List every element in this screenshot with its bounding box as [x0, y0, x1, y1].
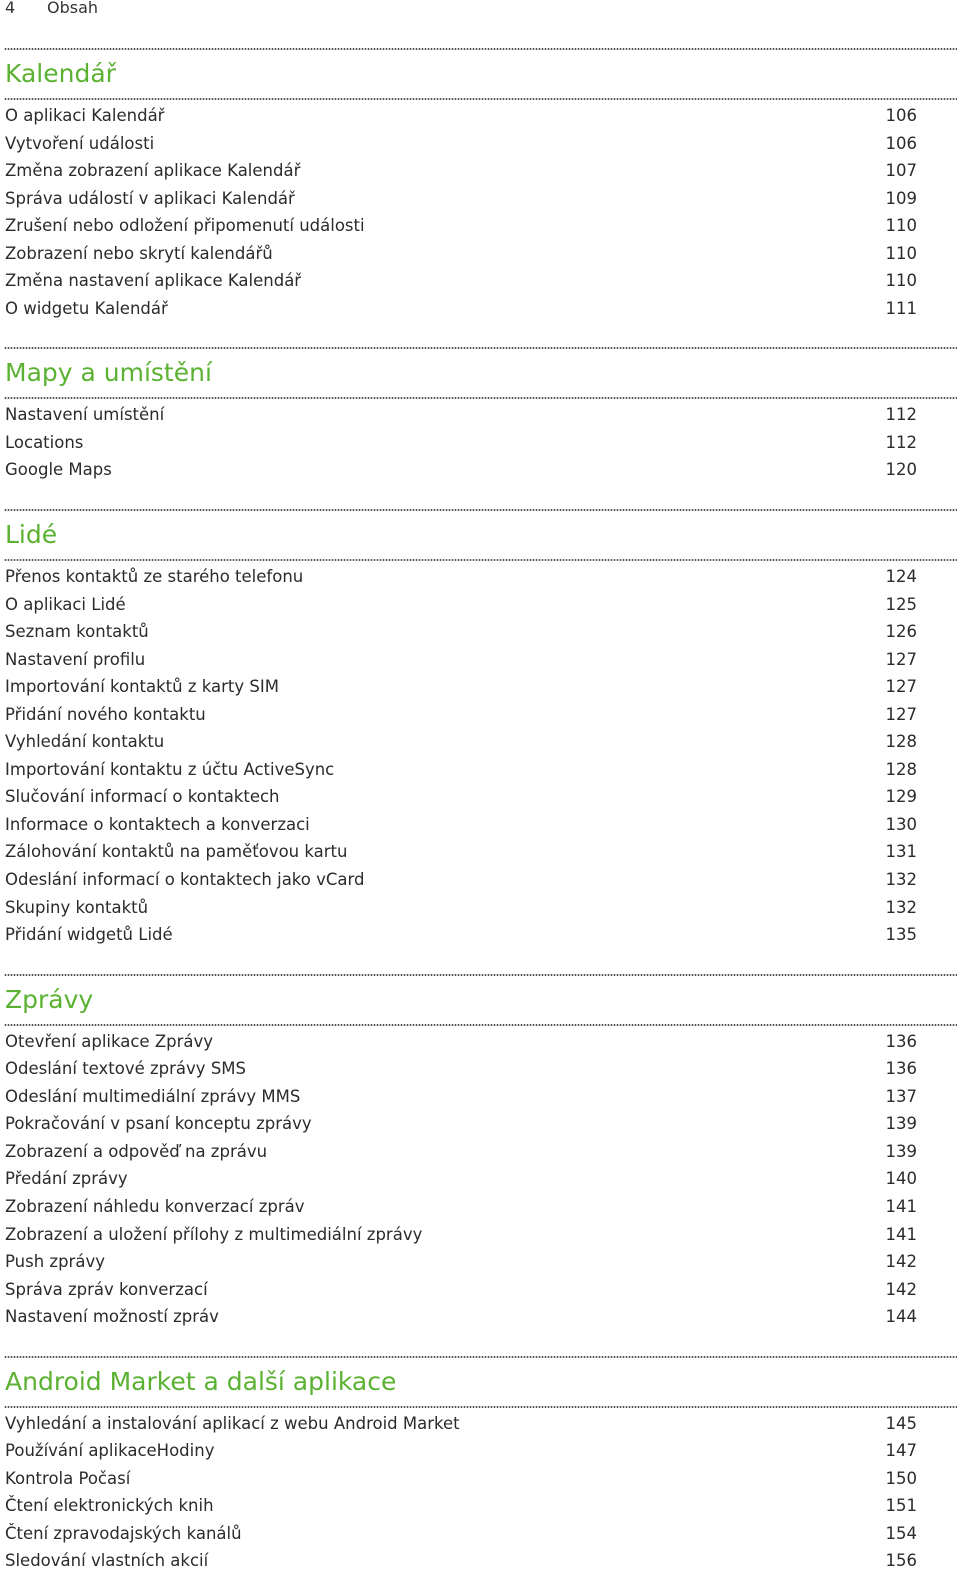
- toc-entry[interactable]: [0, 1083, 960, 1111]
- dotted-divider: [4, 559, 957, 561]
- toc-entry-page-number: 156: [885, 1551, 917, 1571]
- toc-entry-page-number: 135: [885, 925, 917, 945]
- toc-entry-page-number: 131: [885, 842, 917, 862]
- toc-entry-label: Zobrazení a uložení přílohy z multimediální zprávy: [5, 1224, 423, 1244]
- toc-entry[interactable]: [0, 728, 960, 756]
- toc-entry[interactable]: [0, 1248, 960, 1276]
- toc-entry-page-number: 150: [885, 1468, 917, 1488]
- toc-entry[interactable]: [0, 1193, 960, 1221]
- toc-section: [0, 1356, 960, 1575]
- toc-entry-page-number: 106: [885, 133, 917, 153]
- toc-entry[interactable]: [0, 1492, 960, 1520]
- toc-entry-label: Vytvoření události: [5, 133, 155, 153]
- toc-entry-label: Zálohování kontaktů na paměťovou kartu: [5, 842, 348, 862]
- toc-entry[interactable]: [0, 1055, 960, 1083]
- toc-entry-page-number: 142: [885, 1252, 917, 1272]
- section-spacer: [0, 1331, 960, 1356]
- toc-entry-page-number: 106: [885, 106, 917, 125]
- section-spacer: [0, 949, 960, 974]
- toc-entry-page-number: 110: [885, 271, 917, 291]
- toc-entry-label: Změna zobrazení aplikace Kalendář: [5, 161, 301, 181]
- dotted-divider: [4, 397, 957, 399]
- toc-entry-label: Importování kontaktu z účtu ActiveSync: [5, 759, 335, 779]
- toc-entry-label: Vyhledání kontaktu: [5, 732, 165, 752]
- toc-entry[interactable]: [0, 1276, 960, 1304]
- toc-entry[interactable]: [0, 921, 960, 949]
- toc-entry-label: Kontrola Počasí: [5, 1468, 131, 1488]
- toc-entry-page-number: 141: [885, 1196, 917, 1216]
- toc-entry[interactable]: [0, 894, 960, 922]
- toc-entry-label: Správa zpráv konverzací: [5, 1279, 208, 1299]
- section-title[interactable]: Lidé: [5, 520, 58, 550]
- toc-entry-label: Nastavení profilu: [5, 649, 146, 669]
- toc-entry[interactable]: [0, 212, 960, 240]
- toc-section: [0, 347, 960, 484]
- toc-entry[interactable]: [0, 1520, 960, 1548]
- dotted-divider: [4, 98, 957, 100]
- toc-entry-page-number: 142: [885, 1279, 917, 1299]
- toc-entry[interactable]: [0, 429, 960, 457]
- toc-entry[interactable]: [0, 157, 960, 185]
- toc-entry[interactable]: [0, 811, 960, 839]
- toc-entry-label: Správa událostí v aplikaci Kalendář: [5, 188, 295, 208]
- toc-entry-page-number: 124: [885, 567, 917, 587]
- toc-entry-page-number: 111: [885, 298, 917, 318]
- toc-entry-label: Přenos kontaktů ze starého telefonu: [5, 567, 304, 587]
- toc-entry[interactable]: [0, 563, 960, 591]
- toc-entry[interactable]: [0, 673, 960, 701]
- toc-entry-page-number: 139: [885, 1141, 917, 1161]
- section-title[interactable]: Kalendář: [5, 59, 116, 88]
- toc-entry-label: Importování kontaktů z karty SIM: [5, 677, 279, 697]
- toc-entry[interactable]: [0, 1165, 960, 1193]
- toc-entry[interactable]: [0, 1547, 960, 1575]
- toc-entry-page-number: 107: [885, 161, 917, 181]
- toc-entry-label: Nastavení možností zpráv: [5, 1307, 219, 1327]
- dotted-divider: [4, 1024, 957, 1026]
- toc-entry[interactable]: [0, 838, 960, 866]
- section-spacer: [0, 484, 960, 509]
- toc-section: [0, 509, 960, 949]
- toc-entry-page-number: 130: [885, 814, 917, 834]
- section-title[interactable]: Zprávy: [5, 984, 94, 1014]
- toc-entry-label: Nastavení umístění: [5, 405, 165, 425]
- toc-entry-page-number: 137: [885, 1086, 917, 1106]
- toc-entry-label: Zobrazení a odpověď na zprávu: [5, 1141, 268, 1161]
- toc-entry-label: O aplikaci Kalendář: [5, 106, 165, 125]
- toc-entry-label: Předání zprávy: [5, 1169, 128, 1189]
- toc-entry[interactable]: [0, 1465, 960, 1493]
- toc-entry[interactable]: [0, 1221, 960, 1249]
- toc-entry-label: Pokračování v psaní konceptu zprávy: [5, 1114, 312, 1134]
- toc-entry[interactable]: [0, 130, 960, 158]
- dotted-divider: [4, 1406, 957, 1408]
- toc-entry-label: Push zprávy: [5, 1252, 105, 1272]
- toc-entry-page-number: 109: [885, 188, 917, 208]
- toc-entry-label: Používání aplikaceHodiny: [5, 1441, 215, 1461]
- toc-entry-label: Přidání nového kontaktu: [5, 704, 206, 724]
- toc-entry-label: Google Maps: [5, 460, 112, 480]
- toc-entry[interactable]: [0, 1303, 960, 1331]
- toc-entry[interactable]: [0, 295, 960, 323]
- toc-entry-page-number: 110: [885, 243, 917, 263]
- toc-entry[interactable]: [0, 618, 960, 646]
- section-title[interactable]: Android Market a další aplikace: [5, 1366, 397, 1396]
- toc-entry-page-number: 112: [885, 405, 917, 425]
- toc-entry[interactable]: [0, 756, 960, 784]
- toc-entry-label: Přidání widgetů Lidé: [5, 925, 173, 945]
- toc-entry-page-number: 128: [885, 759, 917, 779]
- toc-entry-page-number: 127: [885, 649, 917, 669]
- toc-entry-page-number: 126: [885, 622, 917, 642]
- toc-entry-page-number: 112: [885, 432, 917, 452]
- toc-section: [0, 974, 960, 1331]
- toc-entry[interactable]: [0, 1110, 960, 1138]
- toc-entry-label: Odeslání informací o kontaktech jako vCard: [5, 870, 365, 890]
- toc-entry-label: Čtení elektronických knih: [5, 1496, 214, 1516]
- toc-entry-page-number: 125: [885, 594, 917, 614]
- toc-entry-page-number: 136: [885, 1031, 917, 1051]
- toc-entry-page-number: 120: [885, 460, 917, 480]
- toc-entry-page-number: 139: [885, 1114, 917, 1134]
- toc-entry[interactable]: [0, 401, 960, 429]
- toc-entry[interactable]: [0, 1028, 960, 1056]
- toc-entry[interactable]: [0, 591, 960, 619]
- toc-entry[interactable]: [0, 1437, 960, 1465]
- toc-entry-page-number: 141: [885, 1224, 917, 1244]
- section-spacer: [0, 322, 960, 347]
- toc-entry-page-number: 110: [885, 216, 917, 236]
- toc-entry[interactable]: [0, 866, 960, 894]
- toc-entry[interactable]: [0, 701, 960, 729]
- toc-entry-page-number: 132: [885, 870, 917, 890]
- toc-entry-label: Seznam kontaktů: [5, 622, 149, 642]
- toc-entry-label: Čtení zpravodajských kanálů: [5, 1523, 242, 1543]
- page-header-title: Obsah: [47, 0, 99, 17]
- toc-entry-label: Odeslání textové zprávy SMS: [5, 1059, 246, 1079]
- toc-entry[interactable]: [0, 456, 960, 484]
- toc-entry[interactable]: [0, 185, 960, 213]
- toc-entry[interactable]: [0, 1410, 960, 1438]
- toc-entry-label: Sledování vlastních akcií: [5, 1551, 209, 1571]
- toc-entry[interactable]: [0, 240, 960, 268]
- toc-entry[interactable]: [0, 102, 960, 130]
- toc-entry-page-number: 129: [885, 787, 917, 807]
- section-title[interactable]: Mapy a umístění: [5, 358, 212, 388]
- toc-entry-page-number: 145: [885, 1413, 917, 1433]
- toc-entry-page-number: 154: [885, 1523, 917, 1543]
- toc-entry-label: Vyhledání a instalování aplikací z webu Android Market: [5, 1413, 460, 1433]
- toc-entry-label: Zrušení nebo odložení připomenutí události: [5, 216, 365, 236]
- toc-entry-label: Skupiny kontaktů: [5, 897, 149, 917]
- toc-entry-page-number: 151: [885, 1496, 917, 1516]
- toc-entry-label: O widgetu Kalendář: [5, 298, 168, 318]
- toc-entry[interactable]: [0, 1138, 960, 1166]
- toc-entry-label: Změna nastavení aplikace Kalendář: [5, 271, 302, 291]
- toc-entry[interactable]: [0, 267, 960, 295]
- toc-entry-page-number: 140: [885, 1169, 917, 1189]
- toc-entry-label: Slučování informací o kontaktech: [5, 787, 280, 807]
- table-of-contents: [0, 48, 960, 1575]
- toc-section: [0, 48, 960, 322]
- page-header: [5, 0, 98, 20]
- toc-entry-label: Informace o kontaktech a konverzaci: [5, 814, 310, 834]
- toc-entry[interactable]: [0, 646, 960, 674]
- toc-entry-label: Otevření aplikace Zprávy: [5, 1031, 214, 1051]
- toc-entry-page-number: 127: [885, 704, 917, 724]
- toc-entry-label: Zobrazení nebo skrytí kalendářů: [5, 243, 273, 263]
- toc-entry-page-number: 136: [885, 1059, 917, 1079]
- toc-entry-label: O aplikaci Lidé: [5, 594, 126, 614]
- toc-entry-page-number: 132: [885, 897, 917, 917]
- toc-entry-page-number: 128: [885, 732, 917, 752]
- toc-entry[interactable]: [0, 783, 960, 811]
- toc-entry-label: Zobrazení náhledu konverzací zpráv: [5, 1196, 305, 1216]
- toc-entry-label: Odeslání multimediální zprávy MMS: [5, 1086, 301, 1106]
- toc-entry-page-number: 127: [885, 677, 917, 697]
- toc-entry-label: Locations: [5, 432, 84, 452]
- page-number: 4: [5, 0, 16, 17]
- toc-entry-page-number: 144: [885, 1307, 917, 1327]
- toc-entry-page-number: 147: [885, 1441, 917, 1461]
